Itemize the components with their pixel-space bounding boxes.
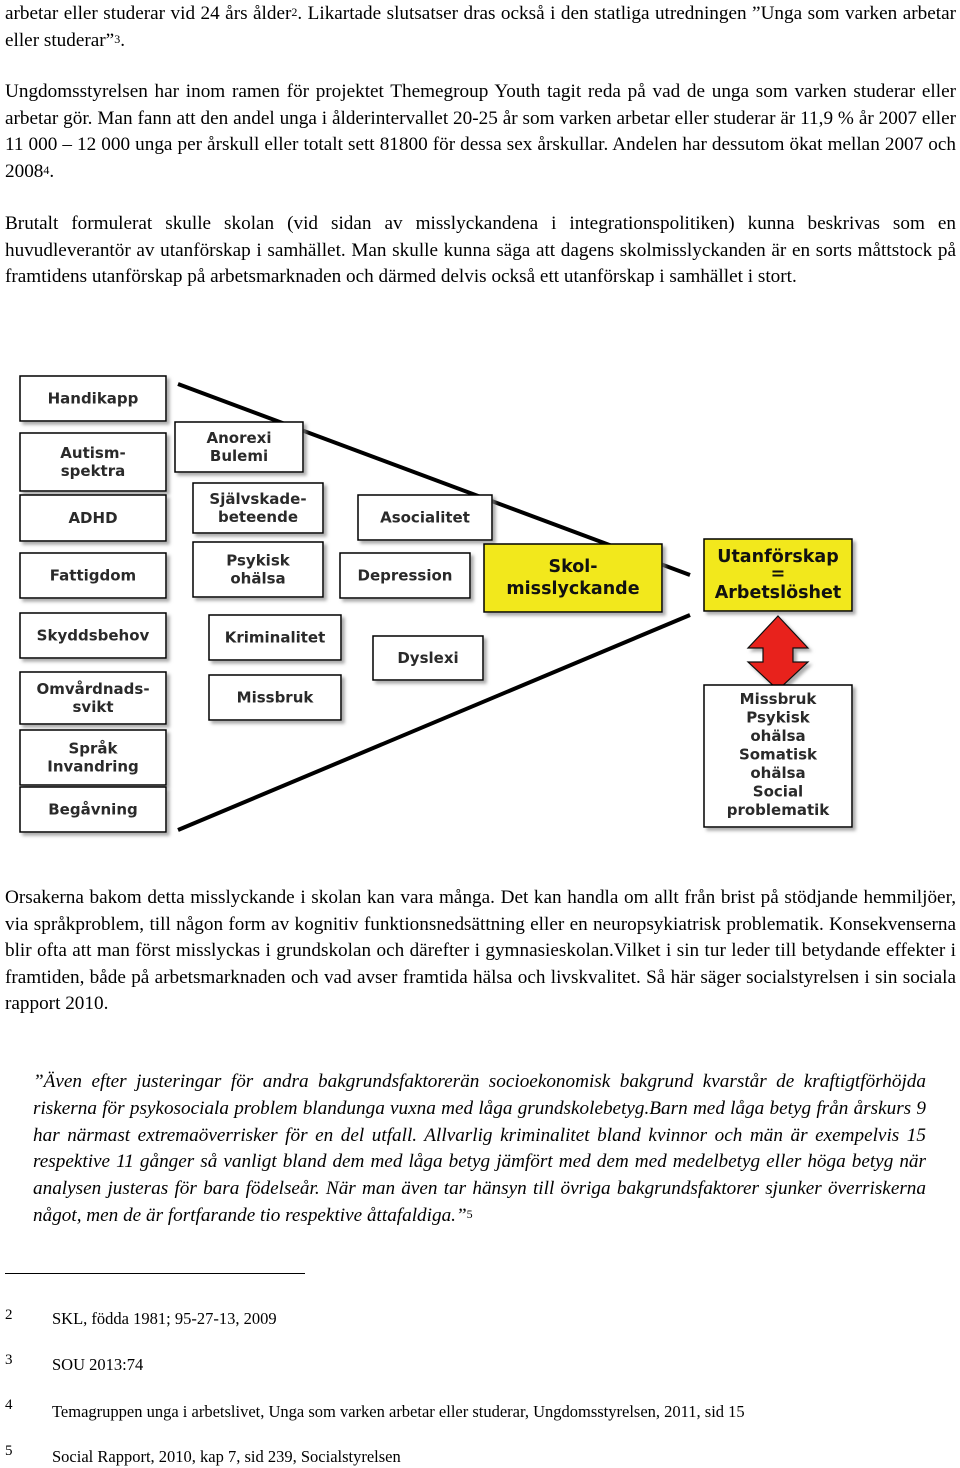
consequence-line-4: Somatisk — [738, 745, 818, 764]
paragraph-2 — [5, 79, 956, 185]
factor-box-begåvning — [20, 787, 166, 832]
factor-box-handikapp — [20, 376, 166, 421]
footnote-ref-3[interactable]: 3 — [114, 31, 121, 46]
factor-label-psykisk-1: Psykisk — [226, 551, 290, 570]
factor-label-begåvning-1: Begåvning — [48, 800, 138, 819]
outcome-box — [704, 539, 852, 611]
factor-label-asocialitet-1: Asocialitet — [380, 508, 470, 527]
factor-box-depression — [340, 553, 470, 598]
footnote-text-3: SOU 2013:74 — [52, 1355, 144, 1374]
consequences-box — [704, 685, 852, 827]
outcome-line-1: Utanförskap — [717, 547, 839, 567]
footnote-divider — [5, 1273, 305, 1274]
factor-label-depression-1: Depression — [357, 566, 453, 585]
footnote-ref-4[interactable]: 4 — [43, 162, 50, 177]
consequence-line-3: ohälsa — [750, 727, 806, 745]
factor-label-språk-2: Invandring — [47, 757, 139, 776]
factor-label-skyddsbehov-1: Skyddsbehov — [36, 626, 150, 645]
consequence-line-2: Psykisk — [746, 708, 810, 727]
factor-box-omvårdnads — [20, 672, 166, 724]
factor-label-kriminalitet-1: Kriminalitet — [224, 628, 326, 647]
paragraph-1-text-cont: . Likartade slutsatser dras också i den statliga utredningen ”Unga som varken arbetar eller studerar” — [5, 3, 956, 51]
factor-box-skyddsbehov — [20, 613, 166, 658]
footnote-number-3: 3 — [5, 1352, 13, 1368]
factor-box-självskade — [193, 483, 323, 533]
factor-box-kriminalitet — [209, 615, 341, 660]
factor-box-dyslexi — [373, 636, 483, 680]
factor-label-omvårdnads-1: Omvårdnads- — [36, 680, 150, 698]
factor-label-dyslexi-1: Dyslexi — [397, 649, 459, 667]
footnote-ref-2[interactable]: 2 — [291, 5, 298, 19]
footnote-number-4: 4 — [5, 1397, 13, 1413]
outcome-line-3: Arbetslöshet — [714, 583, 842, 603]
paragraph-4: Orsakerna bakom detta misslyckande i skolan kan vara många. Det kan handla om allt från brist på stödjande hemmiljöer, via språkproblem, till någon form av kognitiv funktionsnedsättning eller en neuropsykiatrisk problematik. Konsekvenserna blir ofta att man först misslyckas i grundskolan och därefter i gymnasieskolan.Vilket i sin tur leder till betydande effekter i framtiden, både på arbetsmarknaden och vad avser framtida hälsa och livskvalitet. Så här säger socialstyrelsen i sin sociala rapport 2010. — [5, 887, 956, 1014]
paragraph-1 — [5, 1, 956, 54]
paragraph-1-text: arbetar eller studerar vid 24 års ålder — [5, 3, 292, 24]
consequence-line-1: Missbruk — [739, 690, 817, 708]
factor-label-självskade-1: Självskade- — [209, 490, 307, 508]
footnote-text-4: Temagruppen unga i arbetslivet, Unga som varken arbetar eller studerar, Ungdomsstyrelsen, 2011, sid 15 — [52, 1402, 745, 1421]
consequence-line-6: Social — [752, 782, 804, 801]
factor-label-anorexi-1: Anorexi — [206, 429, 272, 447]
footnote-text-2: SKL, födda 1981; 95-27-13, 2009 — [52, 1309, 277, 1328]
paragraph-3: Brutalt formulerat skulle skolan (vid sidan av misslyckandena i integrationspolitiken) kunna beskrivas som en huvudleverantör av utanförskap i samhället. Man skulle kunna säga att dagens skolmisslyckanden är en sorts måttstock på framtidens utanförskap på arbetsmarknaden och därmed delvis också ett utanförskap i samhället i stort. — [5, 213, 956, 287]
factor-box-språk — [20, 730, 166, 785]
consequence-line-5: ohälsa — [750, 764, 806, 782]
factor-label-anorexi-2: Bulemi — [209, 447, 269, 465]
socialstyrelsen-quote — [33, 1069, 926, 1230]
factor-label-handikapp-1: Handikapp — [47, 389, 139, 408]
footnote-number-5: 5 — [5, 1443, 13, 1459]
factor-label-missbruk-1: Missbruk — [236, 688, 314, 707]
paragraph-2-end: . — [49, 160, 55, 182]
factor-box-missbruk — [209, 675, 341, 720]
factor-label-språk-1: Språk — [68, 739, 118, 758]
paragraph-2-text: Ungdomsstyrelsen har inom ramen för projektet Themegroup Youth tagit reda på vad de unga som varken studerar eller arbetar gör. Man fann att den andel unga i ålderintervallet 20-25 år som varken arbetar eller studerar är 11,9 % år 2007 eller 11 000 – 12 000 unga per årskull eller totalt sett 81800 för dessa sex årskullar. Andelen har dessutom ökat mellan 2007 och 2008 — [5, 81, 956, 182]
double-arrow-icon — [748, 616, 808, 690]
school-failure-box — [484, 544, 662, 612]
factor-box-psykisk — [193, 542, 323, 597]
footnote-number-2: 2 — [5, 1307, 13, 1323]
factor-label-psykisk-2: ohälsa — [230, 569, 286, 588]
factor-box-asocialitet — [358, 495, 492, 540]
factor-label-fattigdom-1: Fattigdom — [49, 566, 137, 585]
consequence-line-7: problematik — [726, 801, 830, 819]
footnote-text-5: Social Rapport, 2010, kap 7, sid 239, Socialstyrelsen — [52, 1447, 401, 1466]
factor-box-autism — [20, 433, 166, 491]
factor-label-omvårdnads-2: svikt — [72, 698, 114, 716]
school-failure-diagram — [0, 360, 960, 850]
factor-label-autism-1: Autism- — [60, 444, 126, 462]
school-failure-line-2: misslyckande — [506, 579, 640, 599]
factor-box-anorexi — [175, 422, 303, 472]
factor-box-adhd — [20, 495, 166, 541]
paragraph-1-end: . — [120, 29, 125, 51]
school-failure-line-1: Skol- — [548, 557, 598, 577]
factor-box-fattigdom — [20, 553, 166, 598]
footnote-ref-5[interactable]: 5 — [466, 1206, 473, 1221]
factor-label-adhd-1: ADHD — [68, 509, 118, 527]
factor-label-autism-2: spektra — [60, 462, 126, 480]
outcome-line-2: = — [770, 564, 786, 584]
quote-text: ”Även efter justeringar för andra bakgrundsfaktorerän socioekonomisk bakgrund kvarstår de kraftigtförhöjda riskerna för psykosociala problem blandunga vuxna med låga grundskolebetyg.Barn med låga betyg från årskurs 9 har närmast extremaöverrisker för en del utfall. Allvarlig kriminalitet bland kvinnor och män är exempelvis 15 respektive 11 gånger så vanligt bland dem med låga betyg jämfört med dem med medelbetyg eller höga betyg när analysen justeras för bara födelseår. När man även tar hänsyn till övriga bakgrundsfaktorer sjunker överriskerna något, men de är fortfarande tio respektive åttafaldiga.” — [33, 1071, 926, 1226]
factor-label-självskade-2: beteende — [217, 508, 299, 526]
